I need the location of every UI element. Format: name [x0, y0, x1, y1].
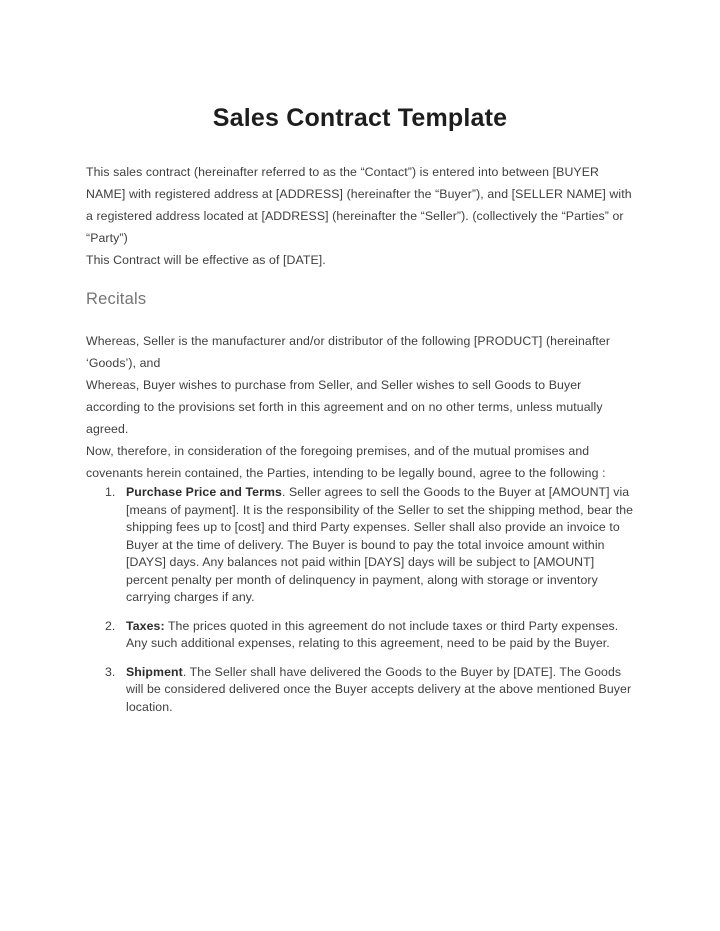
opening-paragraph: This sales contract (hereinafter referred to as the “Contact”) is entered into between [BUYER NAME] with registered address at [ADDRESS] (hereinafter the “Buyer”), and [SELLER NAME] with a registered address located at [ADDRESS] (hereinafter the “Seller”). (collectively the “Parties” or “Party”): [86, 165, 632, 245]
term-item-purchase-price: [86, 484, 634, 607]
term-text: [126, 618, 634, 653]
recital-paragraph-2: Whereas, Buyer wishes to purchase from Seller, and Seller wishes to sell Goods to Buyer according to the provisions set forth in this agreement and on no other terms, unless mutually agreed.: [86, 378, 603, 436]
consideration-clause: Now, therefore, in consideration of the foregoing premises, and of the mutual promises and covenants herein contained, the Parties, intending to be legally bound, agree to the following :: [86, 444, 606, 480]
term-text: [126, 664, 634, 717]
term-number: 3.: [105, 664, 116, 679]
document-title: Sales Contract Template: [212, 104, 508, 132]
term-text: [126, 484, 634, 607]
term-body: The prices quoted in this agreement do not include taxes or third Party expenses. Any such additional expenses, relating to this agreement, need to be paid by the Buyer.: [126, 618, 619, 650]
term-body: . Seller agrees to sell the Goods to the Buyer at [AMOUNT] via [means of payment]. It is the responsibility of the Seller to set the shipping method, bear the shipping fees up to [cost] and third Party expenses. Seller shall also provide an invoice to Buyer at the time of delivery. The Buyer is bound to pay the total invoice amount within [DAYS] days. Any balances not paid within [DAYS] days will be subject to [AMOUNT] percent penalty per month of delinquency in payment, along with storage or inventory carrying charges if any.: [126, 485, 634, 604]
effective-date-line: This Contract will be effective as of [DATE].: [86, 253, 326, 267]
term-body: . The Seller shall have delivered the Goods to the Buyer by [DATE]. The Goods will be considered delivered once the Buyer accepts delivery at the above mentioned Buyer location.: [126, 664, 632, 714]
term-item-taxes: [86, 618, 634, 653]
terms-list: [86, 484, 634, 716]
term-number: 1.: [105, 485, 116, 499]
recital-paragraph-1: Whereas, Seller is the manufacturer and/or distributor of the following [PRODUCT] (hereinafter ‘Goods’), and: [86, 334, 611, 370]
term-title: Shipment: [126, 664, 183, 679]
term-title: Taxes:: [126, 618, 165, 633]
term-title: Purchase Price and Terms: [126, 485, 282, 499]
term-number: 2.: [105, 618, 116, 633]
recitals-heading: Recitals: [86, 290, 147, 308]
term-item-shipment: [86, 664, 634, 717]
